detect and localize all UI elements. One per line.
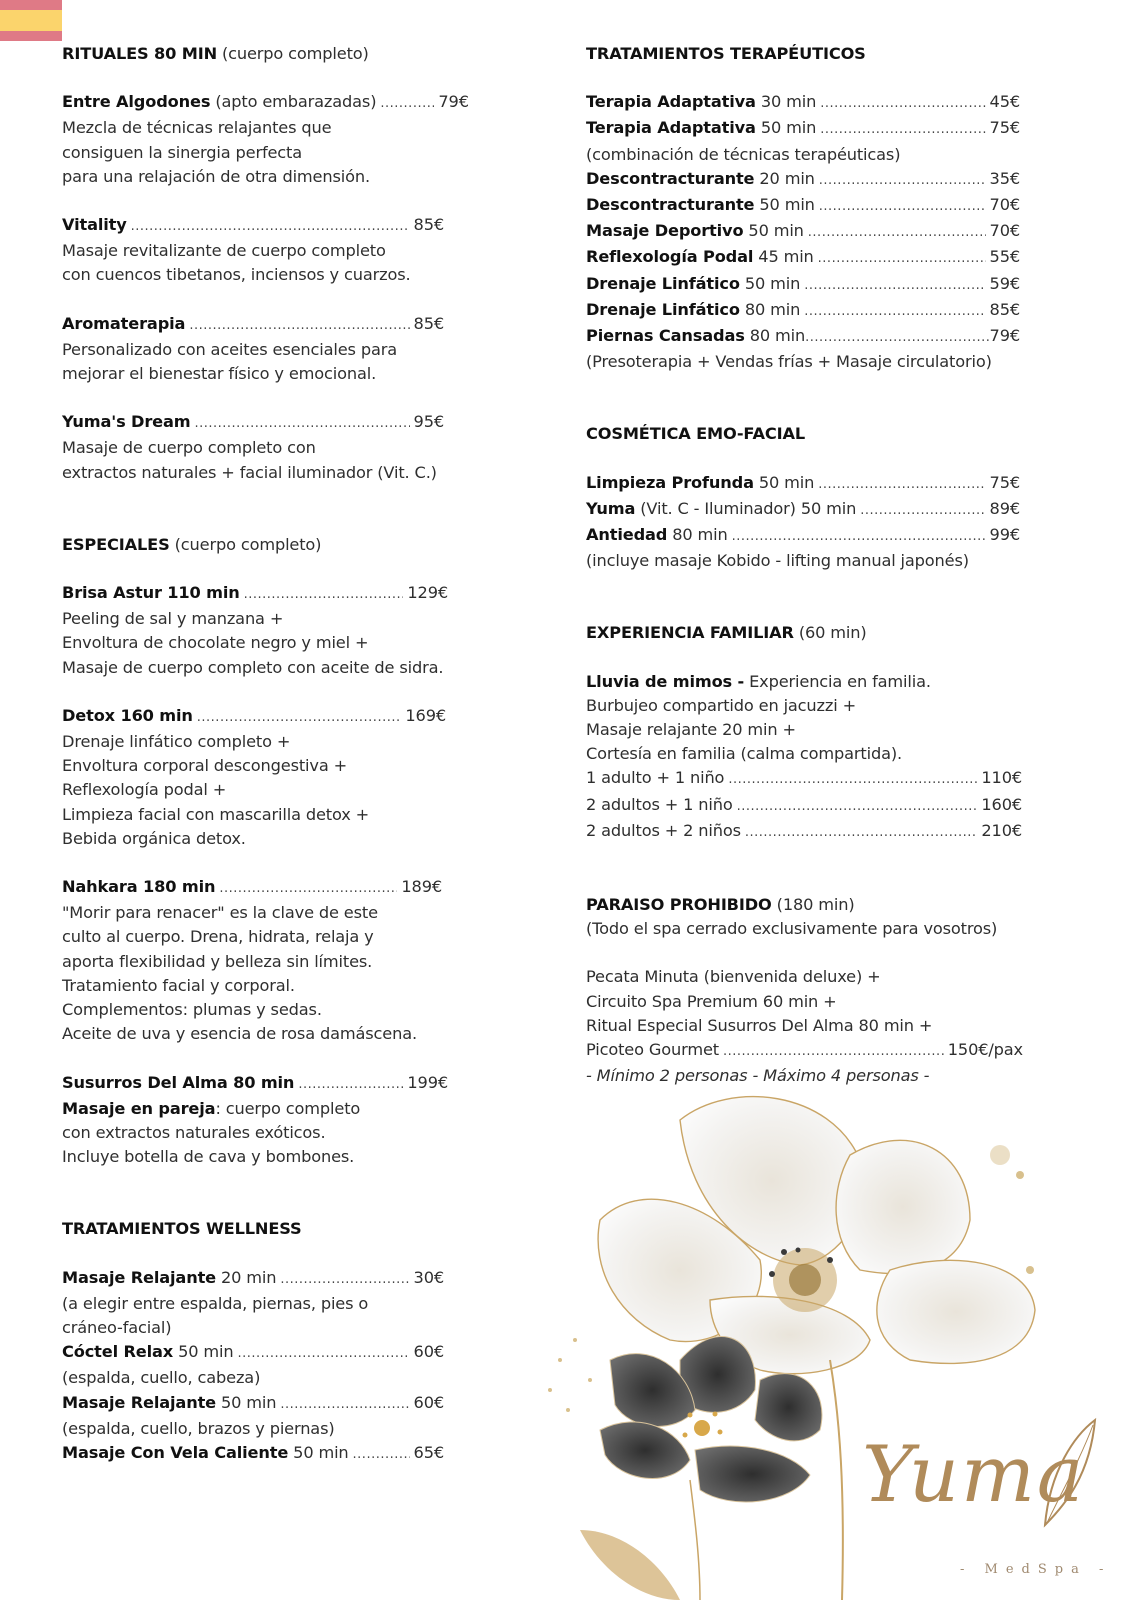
menu-item: Susurros Del Alma 80 min ..... 199€ Masaje en pareja : cuerpo completo con extractos naturales exóticos. Incluye botella de cava y bombones. — [62, 1071, 458, 1170]
logo-yuma: Yuma — [862, 1430, 1086, 1520]
menu-item: Terapia Adaptativa 50 min ..... 75€ — [586, 116, 1020, 142]
feather-icon — [1035, 1415, 1105, 1535]
section-header-familiar: EXPERIENCIA FAMILIAR (60 min) — [586, 623, 867, 643]
menu-item: Limpieza Profunda 50 min ..... 75€ — [586, 471, 1020, 497]
item-name: Aromaterapia — [62, 313, 186, 333]
menu-item: Masaje Deportivo 50 min ..... 70€ — [586, 219, 1020, 245]
item-name: Masaje Con Vela Caliente — [62, 1442, 289, 1462]
menu-item: Piernas Cansadas 80 min ..... 79€ — [586, 324, 1020, 350]
item-note: (Presoterapia + Vendas frías + Masaje circulatorio) — [586, 352, 992, 372]
price-row: 2 adultos + 1 niño ..... 160€ — [586, 793, 1022, 819]
section-header-wellness: TRATAMIENTOS WELLNESS — [62, 1219, 302, 1239]
item-name: Detox 160 min — [62, 705, 193, 725]
item-note: (incluye masaje Kobido - lifting manual japonés) — [586, 551, 969, 571]
menu-item: Descontracturante 20 min ..... 35€ — [586, 167, 1020, 193]
item-price: 129€ — [407, 583, 448, 603]
menu-item: Antiedad 80 min ..... 99€ — [586, 523, 1020, 549]
item-price: 95€ — [413, 412, 444, 432]
item-name: Entre Algodones — [62, 92, 211, 112]
item-name: Cóctel Relax — [62, 1342, 174, 1362]
menu-item: Masaje Con Vela Caliente 50 min ..... 65€ — [62, 1441, 458, 1467]
menu-item: Vitality ..... 85€ Masaje revitalizante de cuerpo completo con cuencos tibetanos, inciensos y cuarzos. — [62, 213, 458, 288]
menu-item: Yuma (Vit. C - Iluminador) 50 min ..... 89€ — [586, 497, 1020, 523]
item-price: 199€ — [407, 1072, 448, 1092]
section-header-terapeuticos: TRATAMIENTOS TERAPÉUTICOS — [586, 44, 866, 63]
item-price: 189€ — [401, 877, 442, 897]
item-price: 60€ — [413, 1342, 444, 1362]
spain-flag-icon[interactable] — [0, 0, 62, 41]
item-price: 85€ — [413, 215, 444, 235]
price-row: Picoteo Gourmet ..... 150€/pax — [586, 1038, 1023, 1064]
item-price: 65€ — [413, 1442, 444, 1462]
menu-item: Detox 160 min ..... 169€ Drenaje linfático completo + Envoltura corporal descongestiva + Reflexología podal + Limpieza facial con mascarilla detox + Bebida orgánica detox. — [62, 704, 458, 851]
item-price: 79€ — [438, 92, 469, 112]
item-name: Brisa Astur 110 min — [62, 583, 240, 603]
item-price: 169€ — [405, 705, 446, 725]
item-price: 85€ — [413, 313, 444, 333]
menu-item: Brisa Astur 110 min ..... 129€ Peeling de sal y manzana + Envoltura de chocolate negro y miel + Masaje de cuerpo completo con aceite de sidra. — [62, 581, 458, 680]
menu-item: Reflexología Podal 45 min ..... 55€ — [586, 245, 1020, 271]
menu-item: Drenaje Linfático 80 min ..... 85€ — [586, 298, 1020, 324]
menu-item: Lluvia de mimos - Experiencia en familia. — [586, 671, 931, 691]
left-column — [62, 42, 469, 1467]
menu-item: Masaje Relajante 20 min ..... 30€ (a elegir entre espalda, piernas, pies o cráneo-facial) — [62, 1266, 458, 1341]
section-header-especiales: ESPECIALES (cuerpo completo) — [62, 534, 322, 554]
right-column: TRATAMIENTOS TERAPÉUTICOS Terapia Adaptativa 30 min ..... 45€ Terapia Adaptativa 50 min ..... 75€ (combinación de técnicas terapéuticas) Descontracturante 20 min ..... 35€ Descontracturante 50 min ..... 70€ Masaje Deportivo 50 min ..... 70€ Reflexología Podal 45 min ..... 55€ Drenaje Linfático 50 min ..... 59€ Drenaje Linfático 80 min ..... 85€ Piernas Cansadas 80 min ..... 79€ (Presoterapia + Vendas frías + Masaje circulatorio) COSMÉTICA EMO-FACIAL Limpieza Profunda 50 min ..... 75€ Yuma (Vit. C - Iluminador) 50 min ..... 89€ Antiedad 80 min ..... 99€ (incluye masaje Kobido - lifting manual japonés) EXPERIENCIA FAMILIAR (60 min) Lluvia de mimos - Experiencia en familia. Burbujeo compartido en jacuzzi + Masaje relajante 20 min + Cortesía en familia (calma compartida). 1 adulto + 1 niño ..... 110€ 2 adultos + 1 niño ..... 160€ 2 adultos + 2 niños ..... 210€ PARAISO PROHIBIDO (180 min) (Todo el spa cerrado exclusivamente para vosotros) Pecata Minuta (bienvenida deluxe) + Circuito Spa Premium 60 min + Ritual Especial Susurros Del Alma 80 min + Picoteo Gourmet ..... 150€/pax - Mínimo 2 personas - Máximo 4 personas - — [586, 42, 1032, 1089]
menu-item: Drenaje Linfático 50 min ..... 59€ — [586, 272, 1020, 298]
item-name: Susurros Del Alma 80 min — [62, 1072, 295, 1092]
menu-item: Aromaterapia ..... 85€ Personalizado con aceites esenciales para mejorar el bienestar físico y emocional. — [62, 312, 458, 387]
menu-item: Nahkara 180 min ..... 189€ "Morir para renacer" es la clave de este culto al cuerpo. Drena, hidrata, relaja y aporta flexibilidad y belleza sin límites. Tratamiento facial y corporal. Complementos: plumas y sedas. Aceite de uva y esencia de rosa damáscena. — [62, 875, 458, 1046]
item-name: Nahkara 180 min — [62, 877, 216, 897]
price-row: 2 adultos + 2 niños ..... 210€ — [586, 819, 1022, 845]
menu-item: Cóctel Relax 50 min ..... 60€ (espalda, cuello, cabeza) — [62, 1340, 458, 1390]
menu-item: Terapia Adaptativa 30 min ..... 45€ — [586, 90, 1020, 116]
section-header-rituales: RITUALES 80 MIN (cuerpo completo) — [62, 44, 369, 63]
item-price: 60€ — [413, 1392, 444, 1412]
menu-item: Masaje Relajante 50 min ..... 60€ (espalda, cuello, brazos y piernas) — [62, 1391, 458, 1441]
menu-item: Entre Algodones (apto embarazadas) ..... 79€ Mezcla de técnicas relajantes que consiguen la sinergia perfecta para una relajación de otra dimensión. — [62, 90, 458, 189]
item-price: 30€ — [413, 1267, 444, 1287]
menu-item: Descontracturante 50 min ..... 70€ — [586, 193, 1020, 219]
item-name: Masaje Relajante — [62, 1267, 216, 1287]
price-row: 1 adulto + 1 niño ..... 110€ — [586, 766, 1022, 792]
item-name: Yuma's Dream — [62, 412, 191, 432]
footnote: - Mínimo 2 personas - Máximo 4 personas - — [586, 1066, 930, 1086]
item-name: Masaje Relajante — [62, 1392, 216, 1412]
logo-medspa: - MedSpa - — [960, 1562, 1112, 1577]
item-note: (combinación de técnicas terapéuticas) — [586, 144, 901, 164]
section-header-paraiso: PARAISO PROHIBIDO (180 min) — [586, 895, 855, 915]
section-header-cosmetica: COSMÉTICA EMO-FACIAL — [586, 424, 805, 444]
item-name: Vitality — [62, 215, 127, 235]
menu-item: Yuma's Dream ..... 95€ Masaje de cuerpo completo con extractos naturales + facial iluminador (Vit. C.) — [62, 410, 458, 485]
